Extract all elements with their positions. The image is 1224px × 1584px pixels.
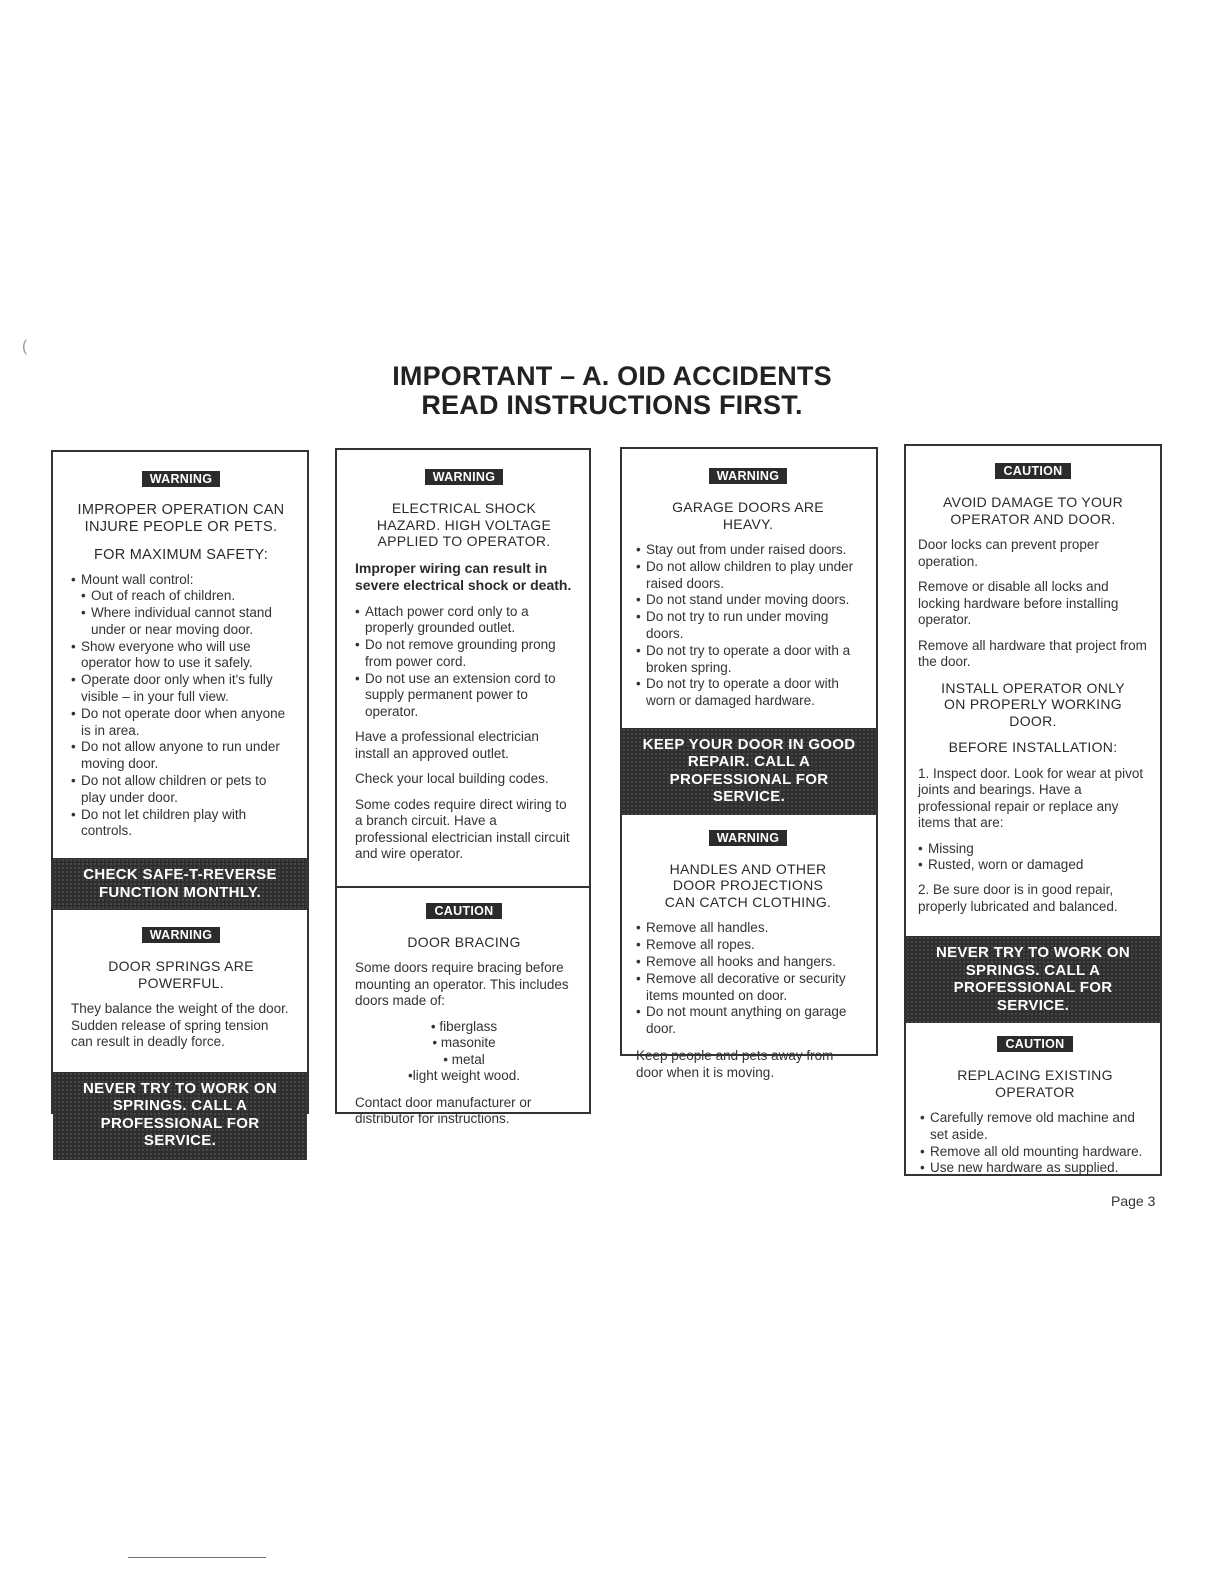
list-item: • Do not try to operate a door with a broken spring. xyxy=(636,643,860,677)
list-item: • Remove all decorative or security items mounted on door. xyxy=(636,971,860,1005)
bold-warning-text: Improper wiring can result in severe electrical shock or death. xyxy=(355,559,572,593)
electrical-list xyxy=(355,604,573,722)
title-line-1: IMPORTANT – A. OID ACCIDENTS xyxy=(392,361,832,391)
section-paragraph: Contact door manufacturer or distributor for instructions. xyxy=(355,1094,532,1127)
section-paragraph: Keep people and pets away from door when it is moving. xyxy=(636,1048,834,1080)
list-item: • Rusted, worn or damaged xyxy=(918,857,1148,874)
improper-operation-section xyxy=(53,452,307,858)
bottom-rule xyxy=(128,1557,266,1558)
warning-badge: WARNING xyxy=(425,469,504,485)
materials-list xyxy=(355,1019,573,1085)
list-item: • Attach power cord only to a properly grounded outlet. xyxy=(355,604,573,638)
warning-badge: WARNING xyxy=(142,927,221,943)
avoid-damage-section xyxy=(906,446,1160,936)
list-item: • Carefully remove old machine and set aside. xyxy=(920,1110,1150,1144)
keep-door-in-repair-banner: KEEP YOUR DOOR IN GOOD REPAIR. CALL A PROFESSIONAL FOR SERVICE. xyxy=(622,728,876,815)
never-work-on-springs-banner: NEVER TRY TO WORK ON SPRINGS. CALL A PROFESSIONAL FOR SERVICE. xyxy=(906,936,1160,1023)
list-item: • Remove all old mounting hardware. xyxy=(920,1144,1150,1161)
list-item: • Out of reach of children. xyxy=(71,588,291,605)
list-item: • Operate door only when it's fully visible – in your full view. xyxy=(71,672,291,706)
warning-badge: WARNING xyxy=(709,830,788,846)
handles-section xyxy=(622,815,876,1102)
list-item: • Missing xyxy=(918,841,1148,858)
never-work-on-springs-banner: NEVER TRY TO WORK ON SPRINGS. CALL A PROFESSIONAL FOR SERVICE. xyxy=(53,1072,307,1160)
before-installation-heading: BEFORE INSTALLATION: xyxy=(948,739,1118,755)
section-paragraph: Check your local building codes. xyxy=(355,771,549,787)
section-heading: ELECTRICAL SHOCK HAZARD. HIGH VOLTAGE APPLIED TO OPERATOR. xyxy=(376,500,552,549)
list-item: • Do not allow anyone to run under moving door. xyxy=(71,739,291,773)
warning-badge: WARNING xyxy=(709,468,788,484)
section-paragraph: Have a professional electrician install an approved outlet. xyxy=(355,729,539,761)
caution-badge: CAUTION xyxy=(995,463,1070,479)
page-number: Page 3 xyxy=(1111,1193,1156,1209)
safety-list xyxy=(71,572,291,841)
list-item: • Remove all hooks and hangers. xyxy=(636,954,860,971)
section-heading: HANDLES AND OTHER DOOR PROJECTIONS CAN CATCH CLOTHING. xyxy=(664,860,832,910)
list-item: • metal xyxy=(443,1051,485,1067)
warning-box-garage-doors xyxy=(620,447,878,1080)
list-item: • Show everyone who will use operator how to use it safely. xyxy=(71,639,291,673)
section-paragraph: Remove all hardware that project from the door. xyxy=(918,637,1147,669)
list-item: • Do not let children play with controls. xyxy=(71,807,291,841)
list-item: • Do not operate door when anyone is in area. xyxy=(71,706,291,740)
section-heading: GARAGE DOORS ARE HEAVY. xyxy=(672,499,824,532)
section-heading: AVOID DAMAGE TO YOUR OPERATOR AND DOOR. xyxy=(942,494,1123,527)
electrical-shock-section xyxy=(337,450,589,886)
caution-badge: CAUTION xyxy=(426,903,501,919)
warning-badge: WARNING xyxy=(142,471,221,487)
list-item: • masonite xyxy=(432,1035,496,1051)
inspect-list xyxy=(918,841,1148,875)
list-item: • Do not mount anything on garage door. xyxy=(636,1004,860,1038)
handles-list xyxy=(636,920,860,1038)
section-paragraph: Remove or disable all locks and locking hardware before installing operator. xyxy=(918,579,1119,627)
section-heading: DOOR SPRINGS ARE POWERFUL. xyxy=(108,958,254,991)
garage-doors-heavy-section xyxy=(622,449,876,728)
door-springs-section xyxy=(53,910,307,1072)
list-item: • Do not remove grounding prong from power cord. xyxy=(355,637,573,671)
install-heading: INSTALL OPERATOR ONLY ON PROPERLY WORKING DOOR. xyxy=(941,679,1125,729)
page-title xyxy=(0,362,1224,420)
section-paragraph: Some doors require bracing before mounting an operator. This includes doors made of: xyxy=(355,960,569,1009)
section-paragraph: Door locks can prevent proper operation. xyxy=(918,537,1099,569)
section-paragraph: They balance the weight of the door. Sudden release of spring tension can result in deadly force. xyxy=(71,1001,289,1050)
warning-box-electrical xyxy=(335,448,591,1127)
list-item: • Do not try to operate a door with worn or damaged hardware. xyxy=(636,676,860,710)
replacing-list xyxy=(920,1110,1150,1177)
garage-door-list xyxy=(636,542,860,710)
list-item: • Mount wall control: xyxy=(71,572,291,589)
section-paragraph: 2. Be sure door is in good repair, properly lubricated and balanced. xyxy=(918,882,1118,914)
section-paragraph: Some codes require direct wiring to a branch circuit. Have a professional electrician install circuit and wire operator. xyxy=(355,796,570,862)
title-line-2: READ INSTRUCTIONS FIRST. xyxy=(421,390,803,420)
list-item: • Stay out from under raised doors. xyxy=(636,542,860,559)
caution-badge: CAUTION xyxy=(997,1036,1072,1052)
list-item: • Remove all ropes. xyxy=(636,937,860,954)
section-paragraph: 1. Inspect door. Look for wear at pivot joints and bearings. Have a professional repair or replace any items that are: xyxy=(918,765,1144,830)
list-item: •light weight wood. xyxy=(407,1068,521,1084)
replacing-operator-section xyxy=(906,1023,1160,1195)
list-item: • Do not allow children or pets to play under door. xyxy=(71,773,291,807)
list-item: • Do not use an extension cord to supply permanent power to operator. xyxy=(355,671,573,721)
section-heading: DOOR BRACING xyxy=(407,933,521,950)
section-heading: IMPROPER OPERATION CAN INJURE PEOPLE OR PETS. xyxy=(77,502,285,535)
section-heading: REPLACING EXISTING OPERATOR xyxy=(957,1067,1113,1100)
scan-mark: ( xyxy=(22,338,28,355)
caution-box-avoid-damage xyxy=(904,444,1162,1176)
list-item: • fiberglass xyxy=(430,1018,498,1034)
list-item: • Do not try to run under moving doors. xyxy=(636,609,860,643)
check-safe-t-reverse-banner: CHECK SAFE-T-REVERSE FUNCTION MONTHLY. xyxy=(53,858,307,910)
list-item: • Remove all handles. xyxy=(636,920,860,937)
section-subheading: FOR MAXIMUM SAFETY: xyxy=(93,547,269,563)
list-item: • Do not allow children to play under raised doors. xyxy=(636,559,860,593)
door-bracing-section xyxy=(337,886,589,1149)
list-item: • Do not stand under moving doors. xyxy=(636,592,860,609)
warning-box-improper-operation xyxy=(51,450,309,1150)
list-item: • Use new hardware as supplied. xyxy=(920,1160,1150,1177)
list-item: • Where individual cannot stand under or near moving door. xyxy=(71,605,291,639)
